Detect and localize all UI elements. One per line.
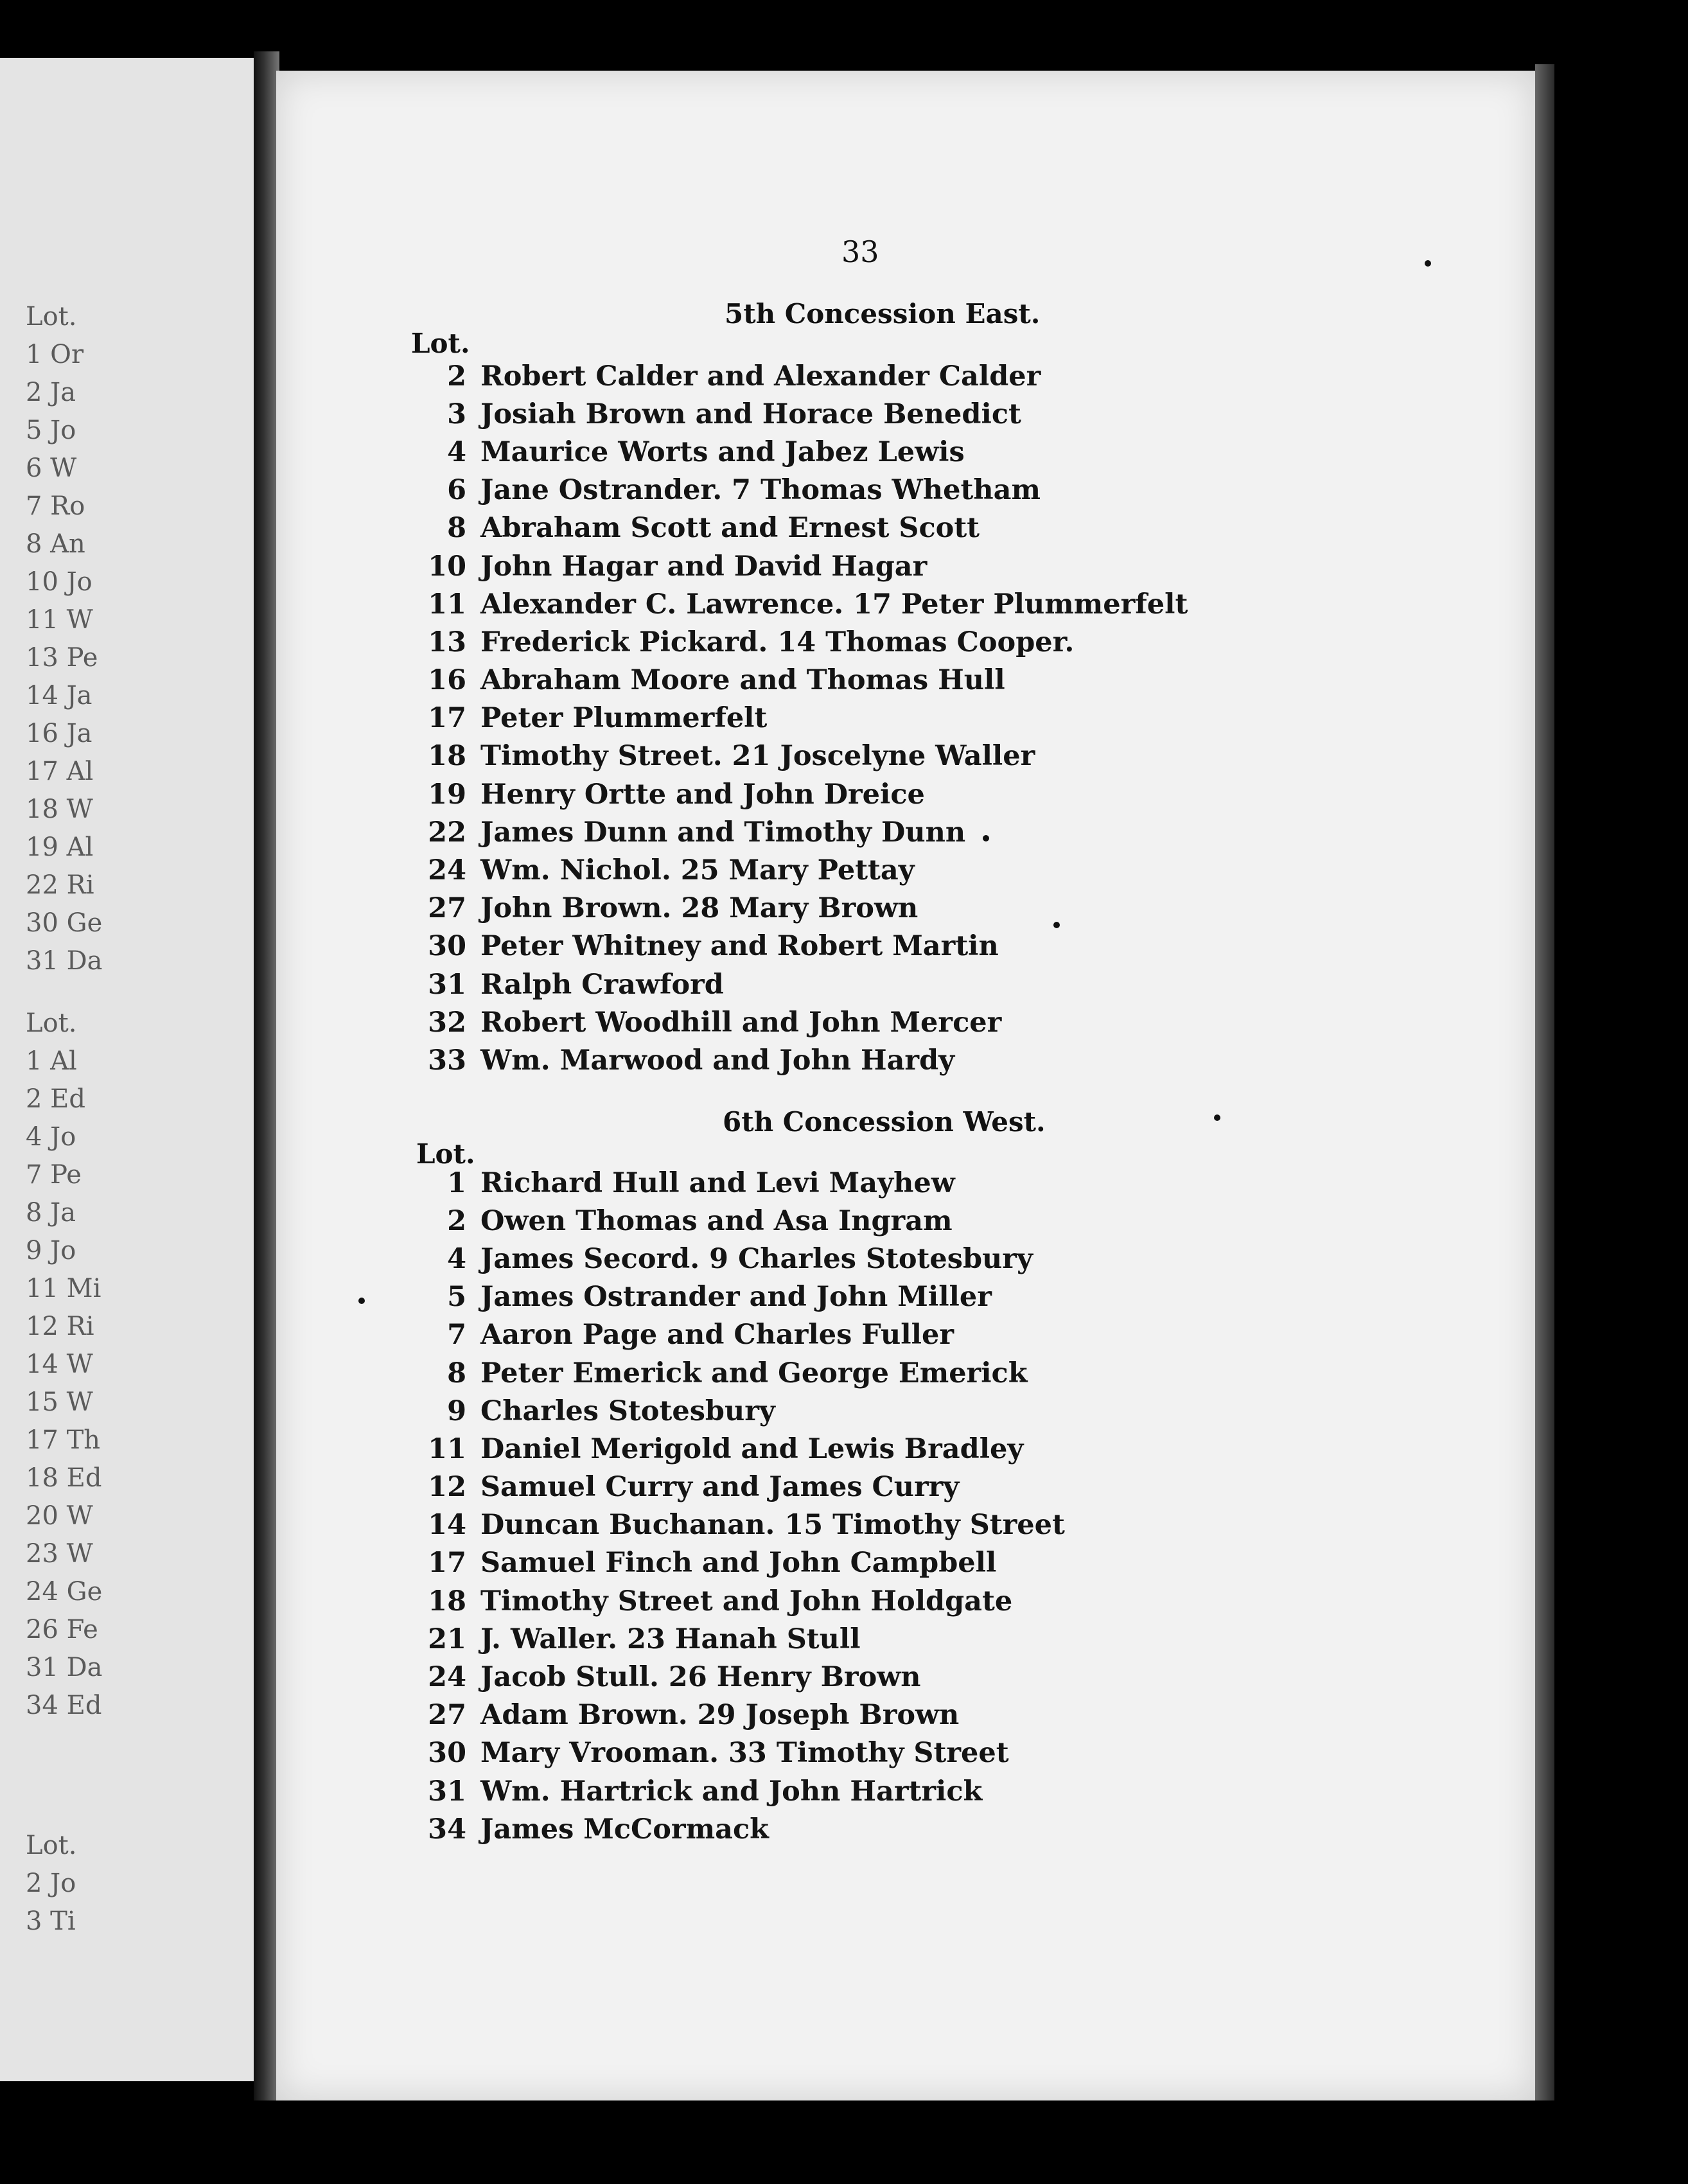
grantee-names: Mary Vrooman. 33 Timothy Street <box>480 1737 1009 1770</box>
grantee-names: James McCormack <box>480 1813 769 1845</box>
lot-entry <box>405 585 1188 623</box>
left-page-fragment: 10 Jo <box>26 567 92 597</box>
print-speck <box>1053 922 1060 928</box>
lot-number: 6 <box>447 474 466 507</box>
lot-entry <box>405 623 1188 661</box>
grantee-names: Josiah Brown and Horace Benedict <box>480 398 1021 430</box>
left-page-fragment: 30 Ge <box>26 908 103 938</box>
lot-number: 27 <box>428 1699 466 1732</box>
lot-entry <box>405 1772 1065 1810</box>
lot-number: 24 <box>428 854 466 887</box>
grantee-names: Richard Hull and Levi Mayhew <box>480 1167 955 1199</box>
lot-number: 13 <box>428 626 466 658</box>
lot-number: 31 <box>428 968 466 1001</box>
lot-number: 24 <box>428 1661 466 1694</box>
left-page-fragment: 8 An <box>26 529 85 559</box>
left-page-fragment: 1 Al <box>26 1046 77 1076</box>
lot-number: 9 <box>447 1395 466 1427</box>
section-heading-6th-concession-west: 6th Concession West. <box>723 1106 1046 1138</box>
left-page-fragment: 23 W <box>26 1539 93 1569</box>
print-speck <box>1214 1114 1220 1121</box>
grantee-names: Duncan Buchanan. 15 Timothy Street <box>480 1509 1065 1542</box>
grantee-names: Timothy Street and John Holdgate <box>480 1585 1013 1617</box>
grantee-names: Timothy Street. 21 Joscelyne Waller <box>480 740 1035 773</box>
lot-number: 32 <box>428 1006 466 1039</box>
left-page-fragment: 11 W <box>26 605 93 635</box>
lot-entry <box>405 1240 1065 1278</box>
left-page-fragment: 18 Ed <box>26 1463 102 1493</box>
lot-number: 18 <box>428 740 466 773</box>
grantee-names: Robert Woodhill and John Mercer <box>480 1006 1002 1039</box>
left-page-fragment: 9 Jo <box>26 1236 76 1265</box>
lot-entry <box>405 471 1188 509</box>
lot-entry <box>405 547 1188 585</box>
left-page-fragment: Lot. <box>26 302 77 331</box>
lot-entry <box>405 1544 1065 1582</box>
left-page-fragment: 31 Da <box>26 946 103 976</box>
left-facing-page <box>0 58 257 2081</box>
left-page-fragment: 17 Th <box>26 1425 101 1455</box>
left-page-fragment: 5 Jo <box>26 416 76 445</box>
lot-entry <box>405 433 1188 471</box>
print-speck <box>1425 260 1431 267</box>
lot-entry <box>405 1620 1065 1658</box>
lot-entry <box>405 1430 1065 1468</box>
lot-entry <box>405 1658 1065 1696</box>
grantee-names: Owen Thomas and Asa Ingram <box>480 1204 953 1237</box>
left-page-fragment: 18 W <box>26 795 93 824</box>
left-page-fragment: 6 W <box>26 454 77 483</box>
left-page-fragment: 31 Da <box>26 1653 103 1682</box>
lot-entry <box>405 1392 1065 1430</box>
grantee-names: Wm. Hartrick and John Hartrick <box>480 1775 983 1808</box>
grantee-names: James Secord. 9 Charles Stotesbury <box>480 1242 1033 1275</box>
grantee-names: James Dunn and Timothy Dunn <box>480 816 966 849</box>
lot-entry <box>405 1468 1065 1506</box>
grantee-names: Peter Whitney and Robert Martin <box>480 930 999 963</box>
lot-entry <box>405 1316 1065 1354</box>
left-page-fragment: Lot. <box>26 1831 77 1860</box>
lot-entry <box>405 1582 1065 1620</box>
left-page-fragment: 7 Pe <box>26 1160 82 1190</box>
grantee-names: Aaron Page and Charles Fuller <box>480 1319 954 1352</box>
lot-number: 30 <box>428 1737 466 1770</box>
lot-number: 21 <box>428 1623 466 1655</box>
lot-number: 8 <box>447 1357 466 1389</box>
grantee-names: Peter Plummerfelt <box>480 702 768 735</box>
left-page-fragment: 20 W <box>26 1501 93 1531</box>
left-page-fragment: 26 Fe <box>26 1615 98 1644</box>
left-page-fragment: 34 Ed <box>26 1691 102 1720</box>
left-page-fragment: 14 W <box>26 1350 93 1379</box>
lot-number: 19 <box>428 778 466 811</box>
lot-column-header: Lot. <box>416 1138 475 1170</box>
lot-column-header: Lot. <box>411 328 470 359</box>
left-page-fragment: 24 Ge <box>26 1577 103 1607</box>
grantee-names: Peter Emerick and George Emerick <box>480 1357 1028 1389</box>
section-heading-5th-concession-east: 5th Concession East. <box>725 298 1041 330</box>
left-page-fragment: 19 Al <box>26 832 94 862</box>
lot-entry <box>405 395 1188 433</box>
grantee-names: Jacob Stull. 26 Henry Brown <box>480 1661 921 1694</box>
lot-entry <box>405 1734 1065 1772</box>
left-page-fragment: 16 Ja <box>26 719 92 748</box>
left-page-fragment: 12 Ri <box>26 1312 94 1341</box>
left-page-fragment: 11 Mi <box>26 1274 101 1303</box>
lot-entry <box>405 357 1188 395</box>
left-page-fragment: 15 W <box>26 1387 93 1417</box>
lot-entry <box>405 1164 1065 1202</box>
grantee-names: Maurice Worts and Jabez Lewis <box>480 436 965 468</box>
lot-number: 12 <box>428 1471 466 1504</box>
grantee-names: Samuel Finch and John Campbell <box>480 1547 997 1580</box>
lot-number: 22 <box>428 816 466 849</box>
lot-number: 8 <box>447 512 466 545</box>
left-page-fragment: 14 Ja <box>26 681 92 710</box>
left-page-fragment: 3 Ti <box>26 1907 76 1936</box>
lot-entry <box>405 813 1188 851</box>
grantee-names: Robert Calder and Alexander Calder <box>480 360 1041 392</box>
grantee-names: John Hagar and David Hagar <box>480 550 928 583</box>
grantee-names: J. Waller. 23 Hanah Stull <box>480 1623 861 1655</box>
lot-entry <box>405 1003 1188 1041</box>
lot-number: 11 <box>428 1432 466 1465</box>
lot-number: 18 <box>428 1585 466 1617</box>
print-speck <box>358 1298 365 1304</box>
grantee-names: Frederick Pickard. 14 Thomas Cooper. <box>480 626 1075 658</box>
lot-list-6th-concession-west <box>405 1164 1065 1848</box>
lot-entry <box>405 775 1188 813</box>
lot-entry <box>405 700 1188 737</box>
lot-list-5th-concession-east <box>405 357 1188 1080</box>
lot-number: 10 <box>428 550 466 583</box>
grantee-names: Wm. Nichol. 25 Mary Pettay <box>480 854 915 887</box>
grantee-names: John Brown. 28 Mary Brown <box>480 892 919 925</box>
grantee-names: Alexander C. Lawrence. 17 Peter Plummerfelt <box>480 588 1188 621</box>
lot-entry <box>405 1810 1065 1848</box>
lot-entry <box>405 1041 1188 1079</box>
lot-number: 14 <box>428 1509 466 1542</box>
grantee-names: Daniel Merigold and Lewis Bradley <box>480 1432 1024 1465</box>
grantee-names: Wm. Marwood and John Hardy <box>480 1044 955 1077</box>
lot-entry <box>405 509 1188 547</box>
lot-number: 7 <box>447 1319 466 1352</box>
left-page-fragment: 2 Ja <box>26 378 76 407</box>
lot-number: 5 <box>447 1281 466 1314</box>
left-page-fragment: 13 Pe <box>26 643 98 673</box>
lot-number: 16 <box>428 664 466 697</box>
grantee-names: Abraham Moore and Thomas Hull <box>480 664 1005 697</box>
lot-entry <box>405 965 1188 1003</box>
grantee-names: Henry Ortte and John Dreice <box>480 778 925 811</box>
lot-number: 27 <box>428 892 466 925</box>
left-page-fragment: 7 Ro <box>26 491 85 521</box>
lot-entry <box>405 737 1188 775</box>
lot-number: 17 <box>428 1547 466 1580</box>
book-gutter <box>254 51 279 2100</box>
lot-number: 1 <box>447 1167 466 1199</box>
lot-number: 17 <box>428 702 466 735</box>
lot-number: 2 <box>447 360 466 392</box>
lot-number: 31 <box>428 1775 466 1808</box>
lot-entry <box>405 1696 1065 1734</box>
grantee-names: James Ostrander and John Miller <box>480 1281 992 1314</box>
lot-number: 4 <box>447 1242 466 1275</box>
left-page-fragment: 4 Jo <box>26 1122 76 1152</box>
lot-number: 11 <box>428 588 466 621</box>
grantee-names: Samuel Curry and James Curry <box>480 1471 960 1504</box>
lot-number: 30 <box>428 930 466 963</box>
lot-number: 4 <box>447 436 466 468</box>
grantee-names: Charles Stotesbury <box>480 1395 775 1427</box>
print-speck <box>983 835 989 841</box>
left-page-fragment: 2 Ed <box>26 1084 85 1114</box>
lot-entry <box>405 662 1188 700</box>
left-page-fragment: 17 Al <box>26 757 94 786</box>
lot-entry <box>405 890 1188 928</box>
left-page-fragment: 22 Ri <box>26 870 94 900</box>
left-page-fragment: 8 Ja <box>26 1198 76 1228</box>
lot-entry <box>405 851 1188 889</box>
grantee-names: Adam Brown. 29 Joseph Brown <box>480 1699 960 1732</box>
left-page-fragment: Lot. <box>26 1008 77 1038</box>
lot-entry <box>405 928 1188 965</box>
lot-entry <box>405 1278 1065 1316</box>
page-number: 33 <box>841 234 879 269</box>
left-page-fragment: 1 Or <box>26 340 84 369</box>
grantee-names: Ralph Crawford <box>480 968 724 1001</box>
lot-number: 34 <box>428 1813 466 1845</box>
grantee-names: Jane Ostrander. 7 Thomas Whetham <box>480 474 1041 507</box>
lot-number: 33 <box>428 1044 466 1077</box>
lot-entry <box>405 1202 1065 1240</box>
lot-entry <box>405 1354 1065 1392</box>
lot-number: 2 <box>447 1204 466 1237</box>
lot-entry <box>405 1506 1065 1544</box>
left-page-fragment: 2 Jo <box>26 1869 76 1898</box>
page-edge <box>1535 64 1554 2100</box>
lot-number: 3 <box>447 398 466 430</box>
grantee-names: Abraham Scott and Ernest Scott <box>480 512 980 545</box>
